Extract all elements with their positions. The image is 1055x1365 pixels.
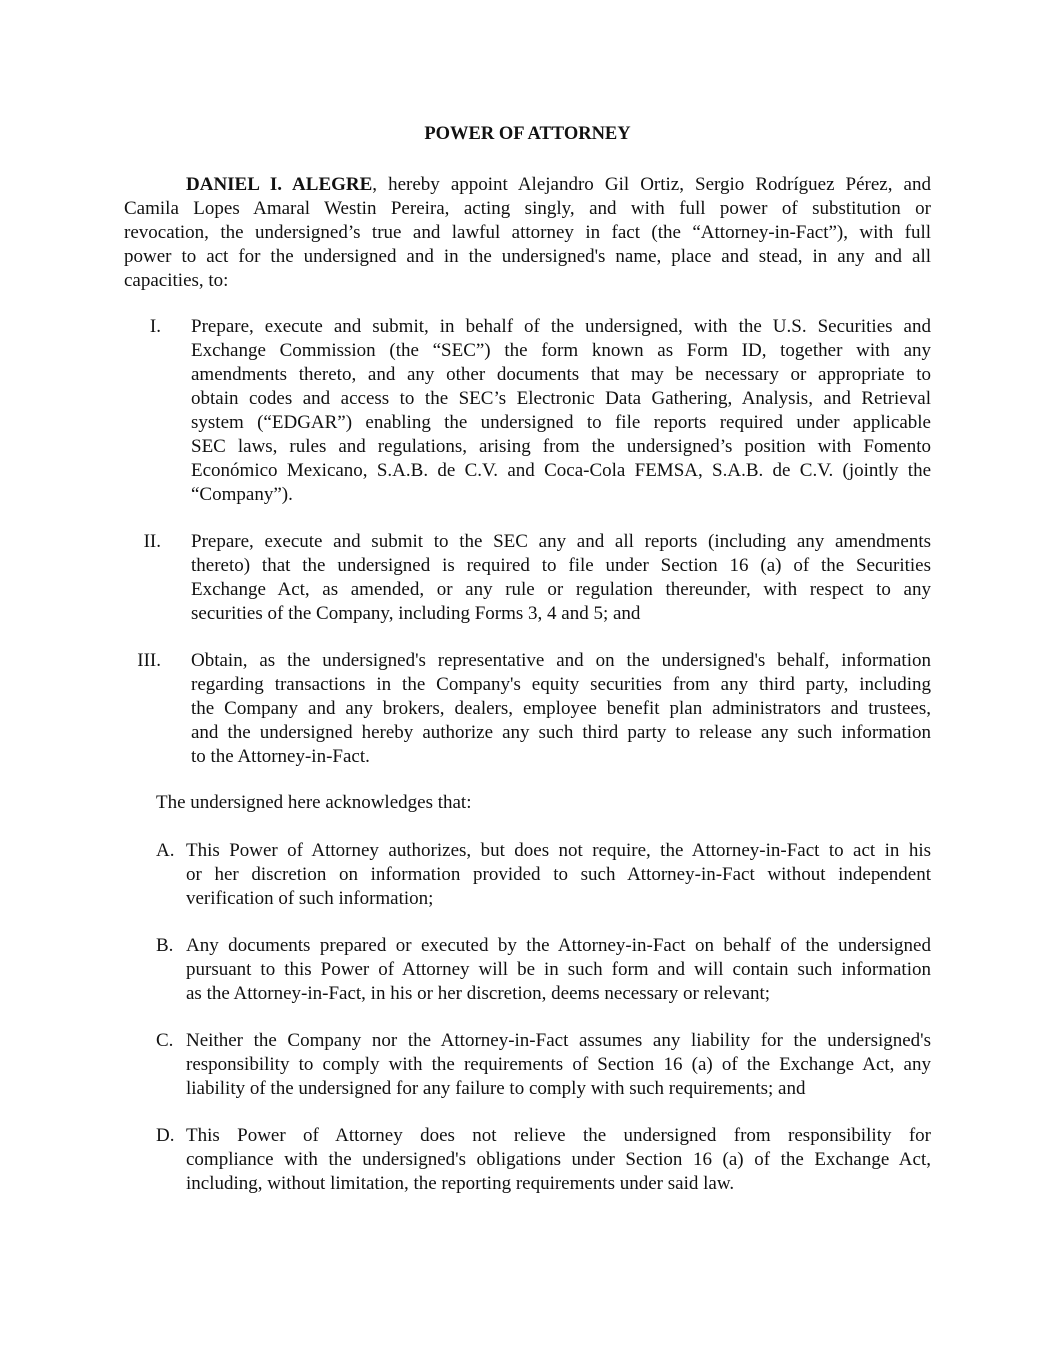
list-marker: C. (156, 1030, 174, 1051)
list-item-line: This Power of Attorney authorizes, but does not require, the Attorney-in-Fact to act in his (186, 840, 931, 861)
list-item-line: Any documents prepared or executed by the Attorney-in-Fact on behalf of the undersigned (186, 935, 931, 956)
list-marker: III. (137, 650, 161, 671)
list-marker: A. (156, 840, 175, 861)
list-item-line: This Power of Attorney does not relieve the undersigned from responsibility for (186, 1125, 931, 1146)
list-item-line: or her discretion on information provided to such Attorney-in-Fact without independent (186, 864, 931, 885)
list-item (191, 530, 931, 626)
list-item-line: compliance with the undersigned's obligations under Section 16 (a) of the Exchange Act, (186, 1149, 931, 1170)
list-marker: B. (156, 935, 174, 956)
list-item-line: Económico Mexicano, S.A.B. de C.V. and Coca-Cola FEMSA, S.A.B. de C.V. (jointly the (191, 460, 931, 481)
list-item-line: pursuant to this Power of Attorney will be in such form and will contain such information (186, 959, 931, 980)
list-item-line: Exchange Commission (the “SEC”) the form known as Form ID, together with any (191, 340, 931, 361)
acknowledge-heading: The undersigned here acknowledges that: (156, 792, 472, 813)
list-item-line: Prepare, execute and submit, in behalf of the undersigned, with the U.S. Securities and (191, 316, 931, 337)
paragraph-line: capacities, to: (124, 270, 229, 291)
list-item-line: SEC laws, rules and regulations, arising from the undersigned’s position with Fomento (191, 436, 931, 457)
principal-name: DANIEL I. ALEGRE (186, 174, 373, 195)
paragraph-line: revocation, the undersigned’s true and lawful attorney in fact (the “Attorney-in-Fact”), with full (124, 222, 931, 243)
list-item-line: verification of such information; (186, 888, 434, 909)
paragraph-line: Camila Lopes Amaral Westin Pereira, acting singly, and with full power of substitution or (124, 198, 931, 219)
list-marker: I. (149, 316, 161, 337)
list-item-line: system (“EDGAR”) enabling the undersigned to file reports required under applicable (191, 412, 931, 433)
intro-paragraph (124, 173, 931, 293)
list-item-line: and the undersigned hereby authorize any such third party to release any such information (191, 722, 931, 743)
list-item-line: Neither the Company nor the Attorney-in-Fact assumes any liability for the undersigned's (186, 1030, 931, 1051)
list-item-line: thereto) that the undersigned is required to file under Section 16 (a) of the Securities (191, 555, 931, 576)
document-title: POWER OF ATTORNEY (424, 124, 631, 144)
list-item-line: to the Attorney-in-Fact. (191, 746, 370, 767)
list-item (186, 934, 931, 1006)
line-text: , hereby appoint Alejandro Gil Ortiz, Sergio Rodríguez Pérez, and (372, 174, 931, 195)
list-item-line: securities of the Company, including Forms 3, 4 and 5; and (191, 603, 641, 624)
list-item-line: Prepare, execute and submit to the SEC any and all reports (including any amendments (191, 531, 931, 552)
list-item-line: as the Attorney-in-Fact, in his or her discretion, deems necessary or relevant; (186, 983, 771, 1004)
list-item (186, 839, 931, 911)
list-item (191, 649, 931, 769)
list-item (191, 315, 931, 507)
list-item (186, 1029, 931, 1101)
paragraph-line (186, 173, 931, 197)
list-item-line: “Company”). (191, 484, 293, 505)
list-item-line: amendments thereto, and any other documents that may be necessary or appropriate to (191, 364, 931, 385)
list-item-line: obtain codes and access to the SEC’s Electronic Data Gathering, Analysis, and Retrieval (191, 388, 931, 409)
list-item-line: Exchange Act, as amended, or any rule or regulation thereunder, with respect to any (191, 579, 931, 600)
list-item-line: the Company and any brokers, dealers, employee benefit plan administrators and trustees, (191, 698, 931, 719)
list-item-line: responsibility to comply with the requirements of Section 16 (a) of the Exchange Act, any (186, 1054, 931, 1075)
list-item-line: Obtain, as the undersigned's representative and on the undersigned's behalf, information (191, 650, 931, 671)
paragraph-line: power to act for the undersigned and in the undersigned's name, place and stead, in any and all (124, 246, 931, 267)
list-item-line: including, without limitation, the reporting requirements under said law. (186, 1173, 735, 1194)
list-item (186, 1124, 931, 1196)
list-item-line: regarding transactions in the Company's equity securities from any third party, including (191, 674, 931, 695)
list-marker: D. (156, 1125, 175, 1146)
list-marker: II. (143, 531, 161, 552)
list-item-line: liability of the undersigned for any failure to comply with such requirements; and (186, 1078, 806, 1099)
